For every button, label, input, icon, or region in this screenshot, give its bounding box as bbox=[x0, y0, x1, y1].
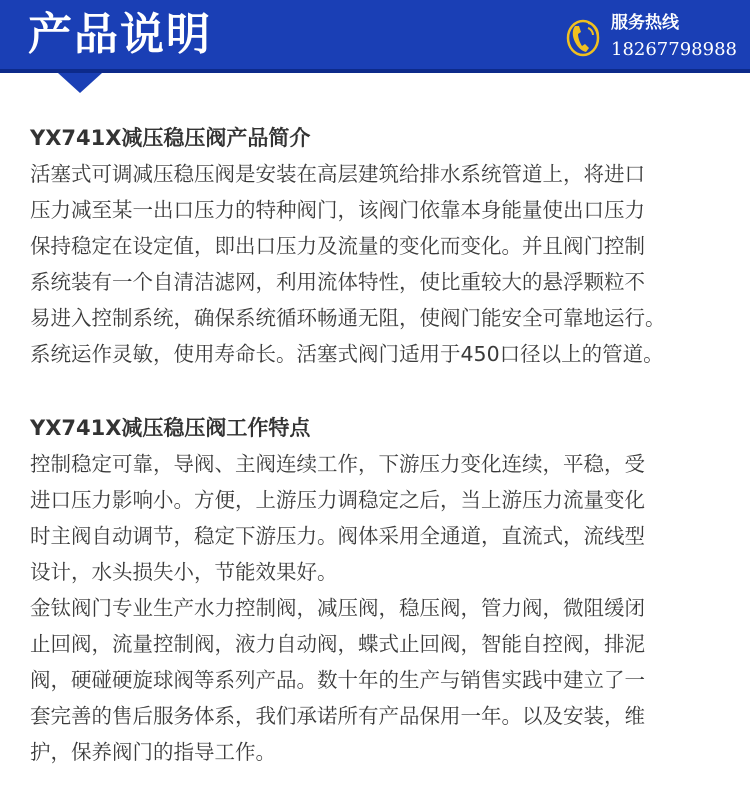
text-line: 进口压力影响小。方便，上游压力调稳定之后，当上游压力流量变化 bbox=[30, 488, 645, 512]
paragraph bbox=[30, 156, 730, 372]
header-divider bbox=[0, 69, 750, 73]
header-banner bbox=[0, 0, 750, 73]
paragraph bbox=[30, 446, 730, 590]
text-line: 止回阀，流量控制阀，液力自动阀，蝶式止回阀，智能自控阀，排泥 bbox=[30, 632, 645, 656]
page-title: 产品说明 bbox=[28, 9, 212, 60]
text-line: 阀，硬碰硬旋球阀等系列产品。数十年的生产与销售实践中建立了一 bbox=[30, 668, 645, 692]
section-title: YX741X减压稳压阀产品简介 bbox=[30, 126, 311, 150]
paragraph bbox=[30, 590, 730, 770]
text-line: 设计，水头损失小，节能效果好。 bbox=[30, 560, 338, 584]
section-work-features bbox=[30, 414, 730, 770]
text-line: 活塞式可调减压稳压阀是安装在高层建筑给排水系统管道上，将进口 bbox=[30, 162, 645, 186]
header-notch bbox=[58, 73, 102, 93]
text-line: 保持稳定在设定值，即出口压力及流量的变化而变化。并且阀门控制 bbox=[30, 234, 645, 258]
text-line: 系统装有一个自清洁滤网，利用流体特性，使比重较大的悬浮颗粒不 bbox=[30, 270, 645, 294]
text-line: 易进入控制系统，确保系统循环畅通无阻，使阀门能安全可靠地运行。 bbox=[30, 306, 666, 330]
hotline-label: 服务热线 bbox=[611, 13, 679, 33]
text-line: 金钛阀门专业生产水力控制阀，减压阀，稳压阀，管力阀，微阻缓闭 bbox=[30, 596, 645, 620]
text-line: 系统运作灵敏，使用寿命长。活塞式阀门适用于450口径以上的管道。 bbox=[30, 342, 664, 366]
text-line: 控制稳定可靠，导阀、主阀连续工作，下游压力变化连续，平稳，受 bbox=[30, 452, 645, 476]
text-line: 时主阀自动调节，稳定下游压力。阀体采用全通道，直流式，流线型 bbox=[30, 524, 645, 548]
phone-icon bbox=[566, 16, 602, 58]
text-line: 压力减至某一出口压力的特种阀门，该阀门依靠本身能量使出口压力 bbox=[30, 198, 645, 222]
section-product-intro bbox=[30, 124, 730, 372]
section-title: YX741X减压稳压阀工作特点 bbox=[30, 416, 311, 440]
hotline-number: 18267798988 bbox=[611, 39, 737, 60]
text-line: 护，保养阀门的指导工作。 bbox=[30, 740, 276, 764]
text-line: 套完善的售后服务体系，我们承诺所有产品保用一年。以及安装，维 bbox=[30, 704, 645, 728]
